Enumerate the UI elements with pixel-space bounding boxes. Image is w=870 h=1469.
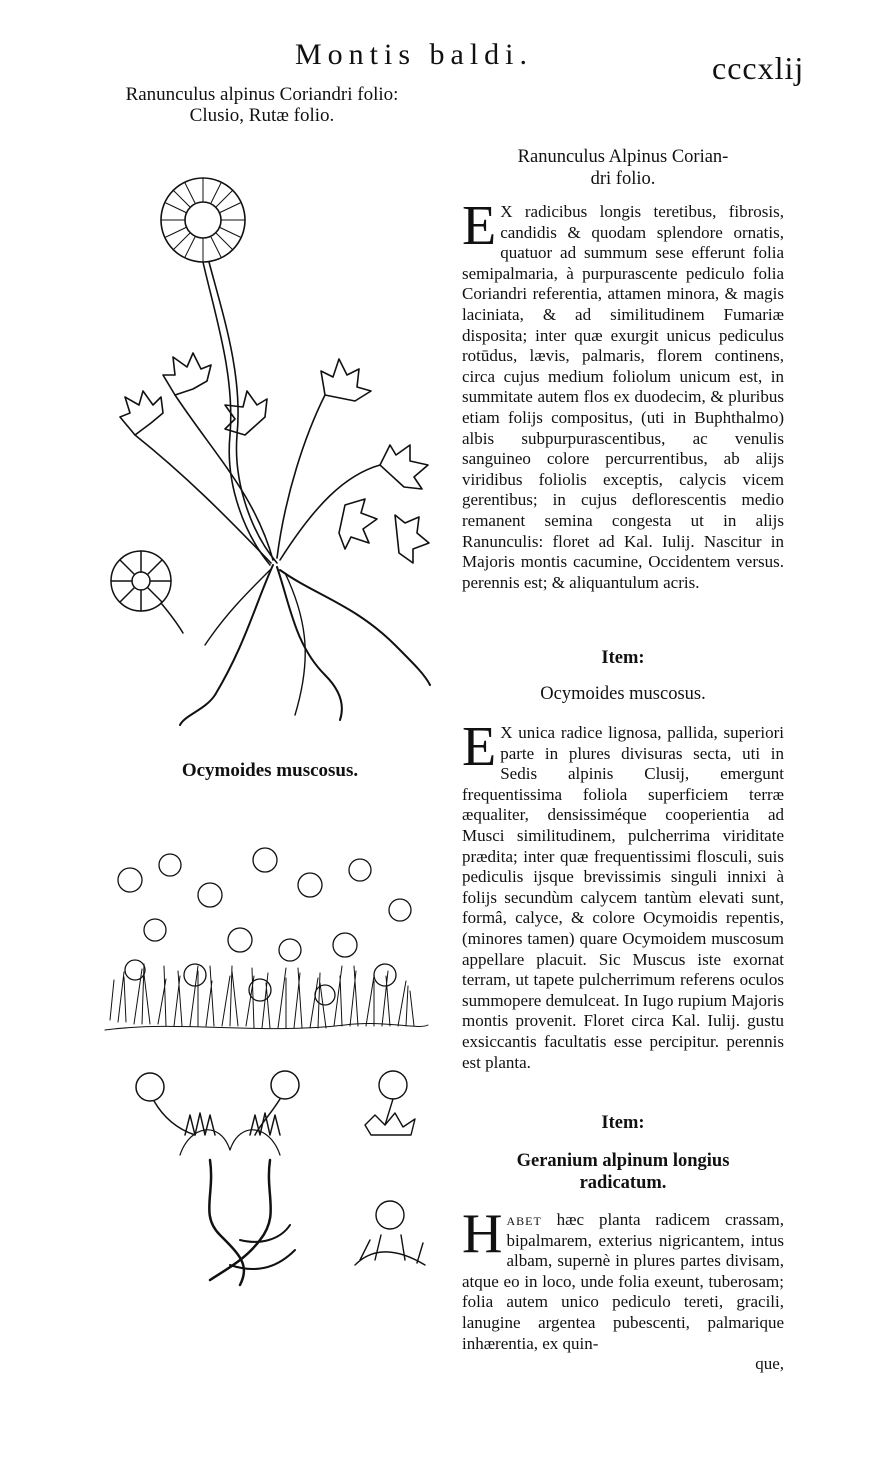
running-head: Montis baldi. xyxy=(295,38,534,71)
folio-number: cccxlij xyxy=(712,50,805,86)
heading-line: radicatum. xyxy=(579,1173,667,1193)
section-geranium xyxy=(462,1112,784,1375)
paragraph-geranium xyxy=(462,1203,784,1354)
section-heading: Ocymoides muscosus. xyxy=(540,684,706,704)
geranium-woodcut xyxy=(130,1065,360,1295)
catchword: que, xyxy=(755,1354,784,1374)
paragraph-ocymoides xyxy=(462,716,784,1073)
caption-ocymoides: Ocymoides muscosus. xyxy=(181,760,359,781)
paragraph-ranunculus xyxy=(462,195,784,593)
item-label: Item: xyxy=(601,648,645,668)
caption-line: Clusio, Rutæ folio. xyxy=(189,105,335,126)
drop-cap: E xyxy=(462,716,497,778)
drop-cap: H xyxy=(462,1203,503,1265)
section-ranunculus xyxy=(462,146,784,593)
paragraph-text: X unica radice lignosa, pallida, superiori parte in plures divisuras secta, uti in Sedis alpinis Clusij, emergunt frequentissima foliola superficiem terræ æqualiter, densissiméque cooperientia ad Musci similitudinem, pulcherrima viriditate prædita; inter quæ frequentissimi flosculi, suis pediculis ijsque brevissimis singuli innixi à folijs secundùm calycem tantùm elevati sunt, formâ, calyce, & colore Ocymoidis repentis, (minores tamen) quare Ocymoidem muscosum appellare placuit. Sic Muscus iste exornat terram, ut tapete pulcherrimum referens oculos summopere demulceat. In Iugo rupium Majoris montis provenit. Floret circa Kal. Iulij. gustu exsiccantis facultatis esse percipitur. perennis est planta. xyxy=(462,723,784,1072)
item-label: Item: xyxy=(601,1113,645,1133)
drop-cap: E xyxy=(462,195,497,257)
heading-line: Ranunculus Alpinus Corian- xyxy=(517,147,729,167)
lead-word: abet xyxy=(506,1210,542,1229)
heading-line: dri folio. xyxy=(590,169,656,189)
ranunculus-woodcut xyxy=(95,175,435,735)
small-sprig-woodcut xyxy=(345,1065,435,1275)
caption-line: Ranunculus alpinus Coriandri folio: xyxy=(125,84,399,105)
section-ocymoides xyxy=(462,647,784,1073)
caption-ranunculus xyxy=(112,84,412,126)
flower-detail-woodcut xyxy=(105,545,190,635)
section-heading xyxy=(462,1150,784,1194)
heading-line: Geranium alpinum longius xyxy=(516,1151,730,1171)
moss-mat-woodcut xyxy=(100,840,430,1040)
paragraph-text: hæc planta radicem crassam, bipalmarem, exterius nigricantem, intus albam, supernè in plures partes divisam, atque eo in loco, unde folia exeunt, tuberosam; folia autem unico pediculo tereti, gracili, lanugine argentea pubescenti, palmarique inhærentia, ex quin- xyxy=(462,1210,784,1353)
paragraph-text: X radicibus longis teretibus, fibrosis, candidis & quodam splendore ornatis, quatuor ad summum sese efferunt folia semipalmaria, à purpurascente pediculo folia Coriandri referentia, attamen minora, & magis laciniata, & ad similitudinem Fumariæ disposita; inter quæ exurgit unicus pediculus rotūdus, lævis, palmaris, florem continens, circa cujus medium foliolum unicum est, in summitate autem flos ex duodecim, & pluribus etiam folijs compositus, (uti in Buphthalmo) albis subpurpurascentibus, ac venulis sanguineo colore percurrentibus, ab alijs viridibus foliolis exceptis, calycis vicem gerentibus; in cujus deflorescentis medio remanent semina congesta ut in alijs Ranunculis: floret ad Kal. Iulij. Nascitur in Majoris montis cacumine, Occidentem versus. perennis est; & aliquantulum acris. xyxy=(462,202,784,592)
section-heading xyxy=(462,146,784,190)
